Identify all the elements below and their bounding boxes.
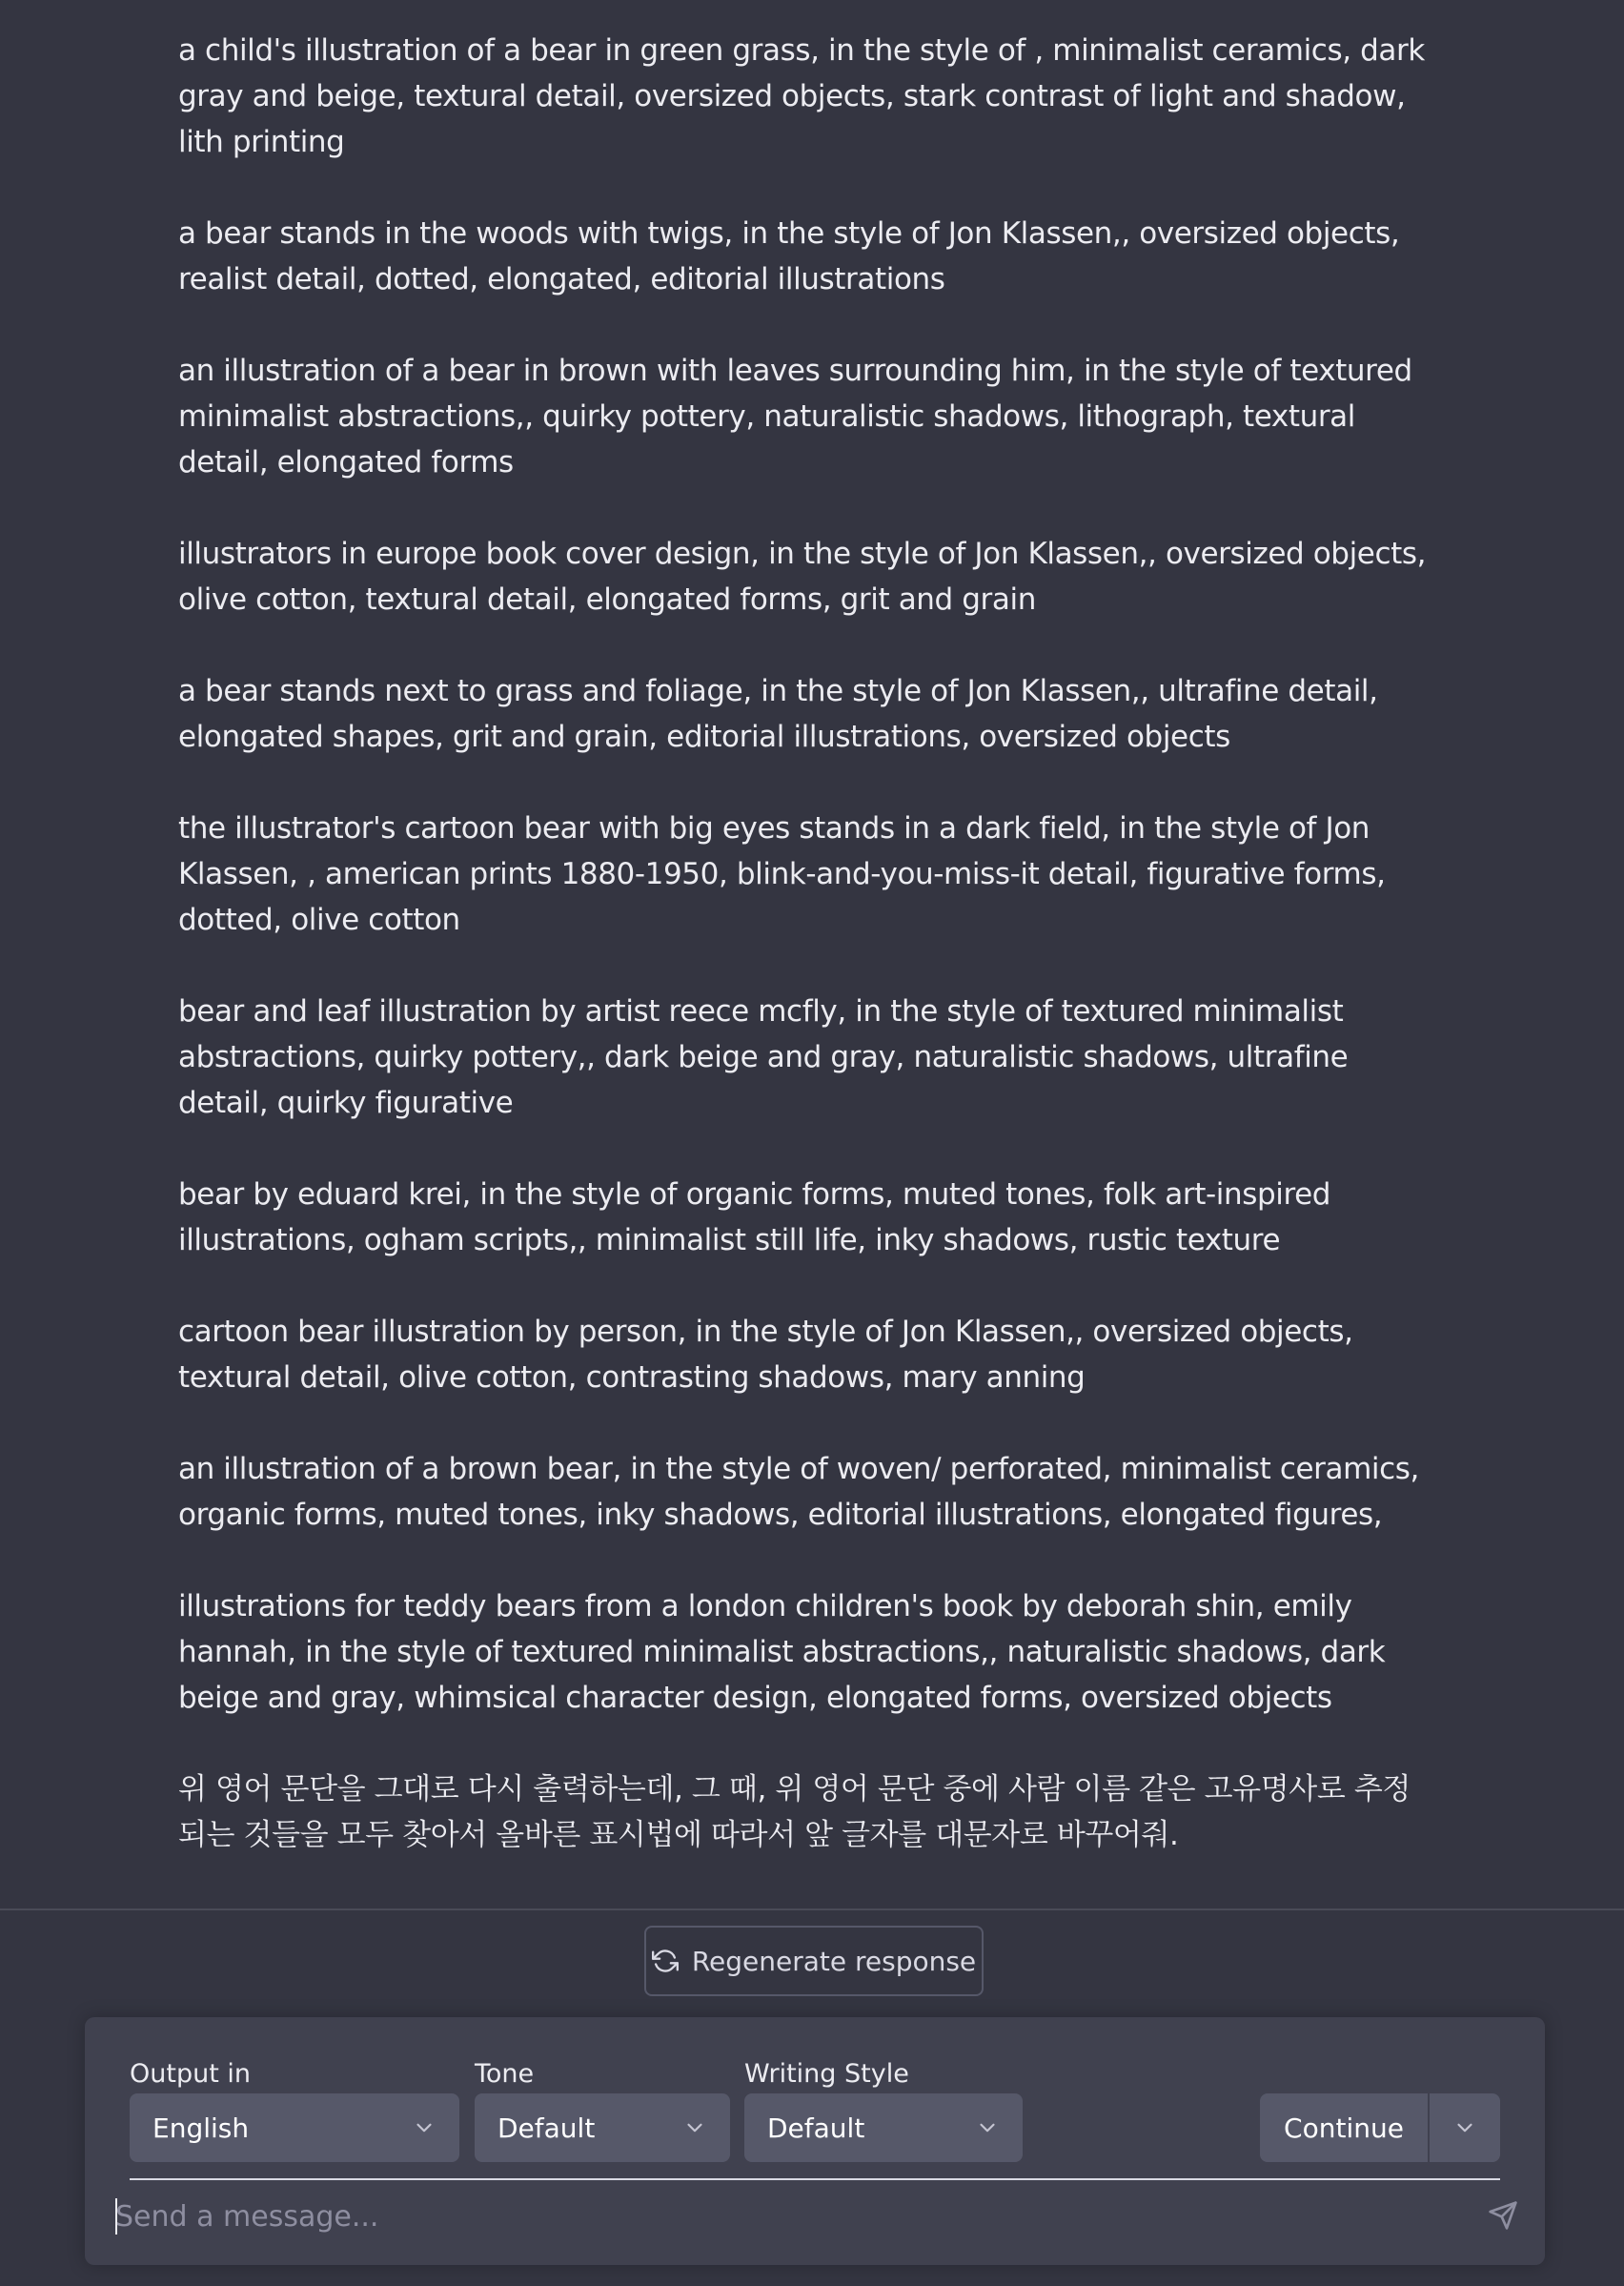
message-input[interactable] xyxy=(115,2187,1469,2246)
tone-label: Tone xyxy=(475,2059,535,2089)
send-button[interactable] xyxy=(1482,2194,1524,2236)
refresh-icon xyxy=(652,1948,679,1974)
output-language-label: Output in xyxy=(130,2059,251,2089)
writing-style-value: Default xyxy=(767,2112,865,2144)
tone-value: Default xyxy=(497,2112,596,2144)
continue-options-button[interactable] xyxy=(1430,2093,1500,2162)
chevron-down-icon xyxy=(682,2115,707,2140)
message-paragraph: 위 영어 문단을 그대로 다시 출력하는데, 그 때, 위 영어 문단 중에 사람 이름 같은 고유명사로 추정되는 것들을 모두 찾아서 올바른 표시법에 따라서 앞 글자를 대문자로 바꾸어줘. xyxy=(178,1772,1411,1852)
bottom-panel xyxy=(0,1910,1624,2286)
writing-style-select[interactable] xyxy=(744,2093,1023,2162)
message-paragraph: an illustration of a brown bear, in the style of woven/ perforated, minimalist ceramics, organic forms, muted tones, inky shadows, editorial illustrations, elongated figures, xyxy=(178,1452,1419,1532)
send-icon xyxy=(1488,2200,1518,2231)
message-paragraph: a bear stands next to grass and foliage, in the style of Jon Klassen,, ultrafine detail, elongated shapes, grit and grain, editorial illustrations, oversized objects xyxy=(178,674,1378,754)
user-message xyxy=(178,28,1436,1949)
message-paragraph: an illustration of a bear in brown with leaves surrounding him, in the style of textured minimalist abstractions,, quirky pottery, naturalistic shadows, lithograph, textural detail, elongated forms xyxy=(178,354,1412,480)
tone-select[interactable] xyxy=(475,2093,730,2162)
composer xyxy=(85,2017,1545,2265)
message-paragraph: the illustrator's cartoon bear with big eyes stands in a dark field, in the style of Jon Klassen, , american prints 1880-1950, blink-and-you-miss-it detail, figurative forms, dotted, olive cotton xyxy=(178,811,1386,937)
message-paragraph: illustrations for teddy bears from a london children's book by deborah shin, emily hannah, in the style of textured minimalist abstractions,, naturalistic shadows, dark beige and gray, whimsical character design, elongated forms, oversized objects xyxy=(178,1589,1386,1715)
message-paragraph: a bear stands in the woods with twigs, in the style of Jon Klassen,, oversized objects, realist detail, dotted, elongated, editorial illustrations xyxy=(178,216,1400,296)
output-language-select[interactable] xyxy=(130,2093,459,2162)
message-paragraph: cartoon bear illustration by person, in the style of Jon Klassen,, oversized objects, textural detail, olive cotton, contrasting shadows, mary anning xyxy=(178,1315,1353,1395)
regenerate-response-button[interactable] xyxy=(644,1926,984,1996)
message-paragraph: bear and leaf illustration by artist reece mcfly, in the style of textured minimalist abstractions, quirky pottery,, dark beige and gray, naturalistic shadows, ultrafine detail, quirky figurative xyxy=(178,994,1349,1120)
composer-divider xyxy=(130,2178,1500,2180)
chevron-down-icon xyxy=(975,2115,1000,2140)
continue-button[interactable]: Continue xyxy=(1260,2093,1428,2162)
message-paragraph: illustrators in europe book cover design, in the style of Jon Klassen,, oversized objects, olive cotton, textural detail, elongated forms, grit and grain xyxy=(178,537,1427,617)
regenerate-label: Regenerate response xyxy=(691,1945,977,1977)
continue-button-group xyxy=(1260,2093,1500,2162)
chevron-down-icon xyxy=(1452,2115,1477,2140)
message-paragraph: bear by eduard krei, in the style of organic forms, muted tones, folk art-inspired illustrations, ogham scripts,, minimalist still life, inky shadows, rustic texture xyxy=(178,1177,1331,1257)
chevron-down-icon xyxy=(412,2115,436,2140)
text-caret xyxy=(115,2198,117,2235)
output-language-value: English xyxy=(152,2112,250,2144)
message-paragraph: a child's illustration of a bear in green grass, in the style of , minimalist ceramics, dark gray and beige, textural detail, oversized objects, stark contrast of light and shadow, lith printing xyxy=(178,33,1425,159)
writing-style-label: Writing Style xyxy=(744,2059,909,2089)
